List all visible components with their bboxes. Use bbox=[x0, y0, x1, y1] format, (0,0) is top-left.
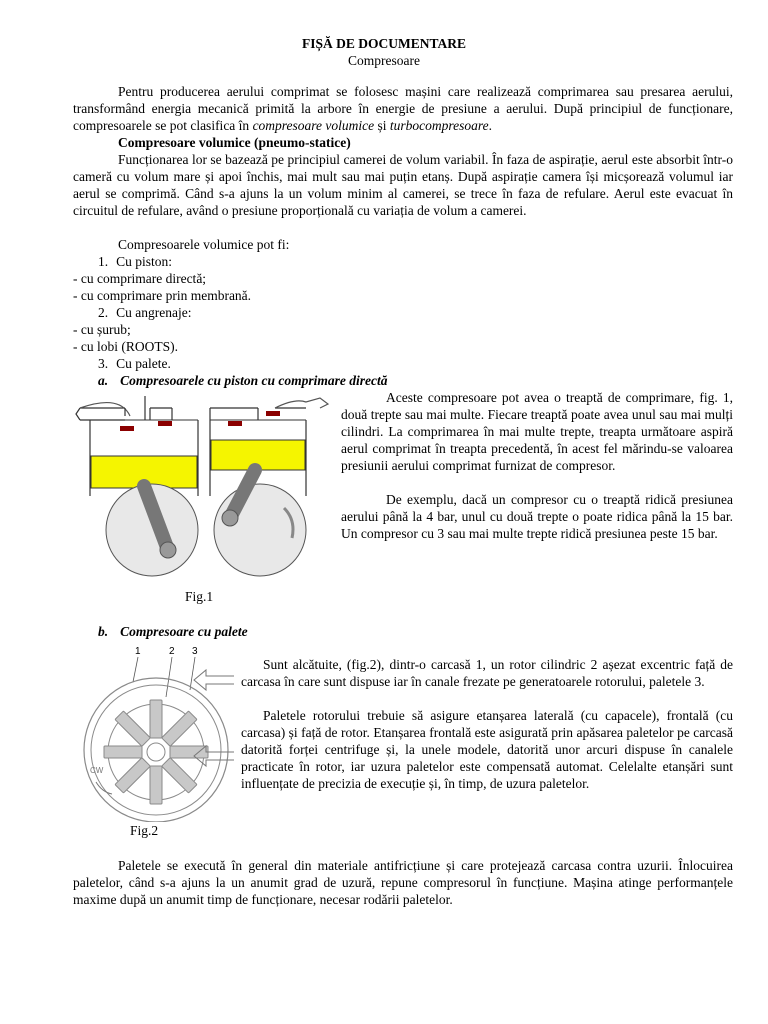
closing-paragraph: Paletele se execută în general din materiale antifricțiune și care protejează carcasa contra uzurii. Înlocuirea paletelor, când s-a ajuns la un anumit grad de uzură, repune compresorul în funcțiune. Mașina atinge performanțele maxime după un anumit timp de funcționare, necesar rodării paletelor. bbox=[73, 858, 733, 907]
section-a-paragraph-2: De exemplu, dacă un compresor cu o treaptă ridică presiunea aerului până la 4 bar, unul cu două trepte o poate ridica până la 15 bar. Un compresor cu 3 sau mai multe trepte ridică presiunea peste 15 bar. bbox=[341, 492, 733, 541]
list-label: Cu palete. bbox=[116, 356, 171, 371]
fig2-caption: Fig.2 bbox=[130, 823, 159, 838]
crank-pin-right bbox=[222, 510, 238, 526]
label-vanes: 3 bbox=[192, 646, 198, 657]
section-a-heading bbox=[98, 372, 388, 389]
section-b-title: Compresoare cu palete bbox=[120, 624, 248, 639]
section-a-text-1: Aceste compresoare pot avea o treaptă de comprimare, fig. 1, două trepte sau mai multe. Fiecare treaptă poate avea unul sau mai mulți cilindri. La comprimarea în mai multe trepte, treapta următoare aspiră aerul comprimat în treapta precedentă, în acest fel mărindu-se valoarea presiunii aerului comprimat furnizat de compresor. bbox=[341, 390, 733, 473]
crank-pin-left bbox=[160, 542, 176, 558]
valve-exhaust-left bbox=[158, 421, 172, 426]
intro-paragraph bbox=[73, 83, 733, 134]
section-b-text-2: Paletele rotorului trebuie să asigure etanșarea laterală (cu capacele), frontală (cu carcasa) și față de rotor. Etanșarea frontală este asigurată prin apăsarea paletelor pe carcasă datorită forței centrifuge și, la unele modele, datorită unor arcuri dispuse în canalele practicate în rotor, iar uzura paletelor este compensată automat. Celelalte etanșări sunt influențate de precizia de execuție și, în timp, de uzura paletelor. bbox=[241, 708, 733, 791]
list-number: 3. bbox=[98, 356, 109, 371]
outlet-arrow-icon bbox=[194, 746, 234, 766]
label-housing: 1 bbox=[135, 646, 141, 657]
label-rotor: 2 bbox=[169, 646, 175, 657]
fig1-caption: Fig.1 bbox=[185, 589, 214, 604]
volumic-paragraph: Funcționarea lor se bazează pe principiul camerei de volum variabil. În faza de aspirație, aerul este absorbit într-o cameră cu volum mare și apoi închis, mai mult sau mai puțin etanș. După aspirație camera își micșorează volumul iar aerul se comprimă. Când s-a ajuns la un volum minim al camerei, se trece în faza de refulare. Aerul este evacuat în circuitul de refulare, având o presiune proporțională cu variația de volum a camerei. bbox=[73, 152, 733, 218]
inlet-arrow-icon bbox=[194, 670, 234, 690]
list-subitem: - cu comprimare prin membrană. bbox=[73, 288, 252, 303]
list-label: Cu angrenaje: bbox=[116, 305, 192, 320]
intro-term-volumic: compresoare volumice bbox=[252, 118, 375, 133]
vane bbox=[115, 711, 150, 746]
list-subitem: - cu comprimare directă; bbox=[73, 271, 207, 286]
intro-connector: și bbox=[374, 118, 390, 133]
vane bbox=[150, 766, 162, 804]
volumic-heading: Compresoare volumice (pneumo-statice) bbox=[118, 135, 351, 150]
valve-exhaust-right bbox=[266, 411, 280, 416]
list-item bbox=[98, 304, 191, 321]
intro-text: Pentru producerea aerului comprimat se folosesc mașini care realizează comprimarea sau presarea aerului, transformând energia mecanică primită la arbore în energie de presiune a aerului. După principiul de funcționare, compresoarele se pot clasifica în bbox=[73, 84, 733, 133]
document-subtitle: Compresoare bbox=[348, 53, 420, 68]
fig1-piston-compressor-diagram bbox=[70, 388, 332, 578]
list-number: 2. bbox=[98, 305, 109, 320]
valve-intake-left bbox=[120, 426, 134, 431]
volumic-list-intro: Compresoarele volumice pot fi: bbox=[118, 237, 290, 252]
valve-intake-right bbox=[228, 421, 242, 426]
section-a-paragraph-1 bbox=[341, 389, 733, 474]
section-b-paragraph-2 bbox=[241, 707, 733, 792]
list-label: Cu piston: bbox=[116, 254, 173, 269]
cylinder-left bbox=[76, 396, 198, 576]
list-subitem: - cu șurub; bbox=[73, 322, 131, 337]
document-title: FIȘĂ DE DOCUMENTARE bbox=[301, 36, 466, 51]
list-subitem: - cu lobi (ROOTS). bbox=[73, 339, 178, 354]
vane bbox=[115, 758, 150, 793]
section-a-letter: a. bbox=[98, 373, 109, 388]
list-number: 1. bbox=[98, 254, 109, 269]
fig2-flow-arrows bbox=[186, 668, 236, 778]
section-b-heading bbox=[98, 623, 248, 640]
cylinder-right bbox=[210, 398, 328, 576]
intro-term-turbo: turbocompresoare bbox=[389, 118, 489, 133]
shaft-hub bbox=[147, 743, 165, 761]
intro-end: . bbox=[488, 118, 493, 133]
section-b-paragraph-1 bbox=[241, 656, 733, 690]
list-item bbox=[98, 253, 172, 270]
section-b-letter: b. bbox=[98, 624, 109, 639]
rotation-direction-label: CW bbox=[90, 766, 104, 775]
section-b-text-1: Sunt alcătuite, (fig.2), dintr-o carcasă 1, un rotor cilindric 2 așezat excentric față de carcasa în care sunt dispuse iar în canale frezate pe generatoarele rotorului, paletele 3. bbox=[241, 657, 733, 689]
section-a-title: Compresoarele cu piston cu comprimare directă bbox=[120, 373, 388, 388]
vane bbox=[150, 700, 162, 738]
list-item bbox=[98, 355, 171, 372]
vane bbox=[104, 746, 142, 758]
